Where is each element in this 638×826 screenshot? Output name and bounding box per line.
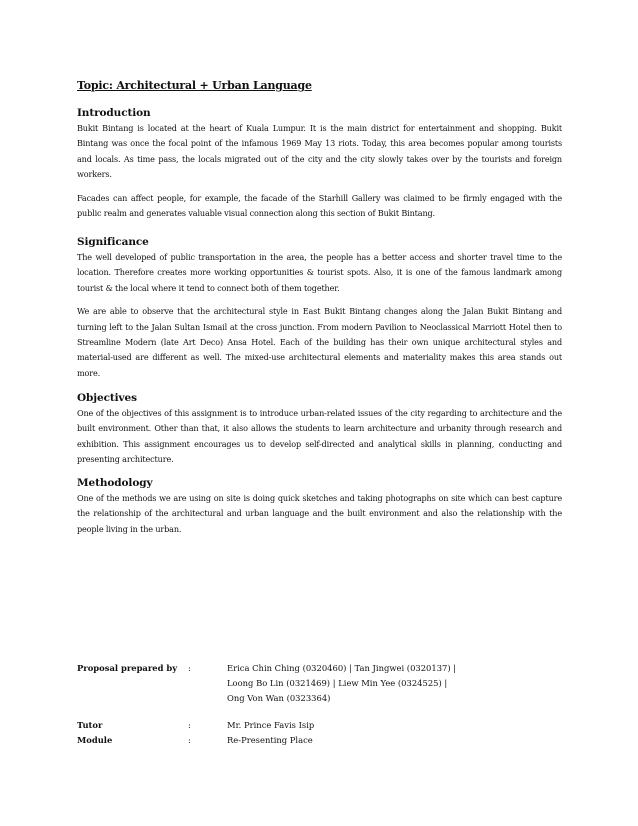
- proposal-colon: :: [188, 663, 191, 673]
- methodology-heading: Methodology: [77, 477, 153, 489]
- methodology-section: [77, 476, 562, 537]
- significance-section: [77, 235, 562, 381]
- module-colon: :: [188, 735, 191, 746]
- tutor-value: Mr. Prince Favis Isip: [227, 720, 315, 730]
- proposal-authors-line-3: Ong Von Wan (0323364): [227, 693, 331, 704]
- significance-paragraph-2: We are able to observe that the architectural style in East Bukit Bintang changes along the Jalan Bukit Bintang and turning left to the Jalan Sultan Ismail at the cross junction. From modern Pavilion to Neoclassical Marriott Hotel then to Streamline Modern (late Art Deco) Ansa Hotel. Each of the building has their own unique architectural styles and material-used are different as well. The mixed-use architectural elements and materiality makes this area stands out more.: [77, 306, 562, 378]
- tutor-colon: :: [188, 720, 191, 730]
- introduction-heading: Introduction: [77, 107, 151, 119]
- significance-heading: Significance: [77, 236, 149, 248]
- introduction-section: [77, 106, 562, 221]
- tutor-label: Tutor: [77, 720, 103, 730]
- introduction-paragraph-2: Facades can affect people, for example, the facade of the Starhill Gallery was claimed to be firmly engaged with the public realm and generates valuable visual connection along this section of Bukit Bintang.: [77, 192, 562, 219]
- module-label: Module: [77, 735, 113, 746]
- methodology-paragraph: One of the methods we are using on site is doing quick sketches and taking photographs on site which can best capture the relationship of the architectural and urban language and the built environment and also the relationship with the people living in the urban.: [77, 493, 562, 534]
- significance-paragraph-1: The well developed of public transportation in the area, the people has a better access and shorter travel time to the location. Therefore creates more working opportunities & tourist spots. Also, it is one of the famous landmark among tourist & the local where it tend to connect both of them together.: [77, 252, 562, 293]
- objectives-heading: Objectives: [77, 392, 137, 404]
- module-value: Re-Presenting Place: [227, 735, 313, 746]
- proposal-label: Proposal prepared by: [77, 663, 178, 673]
- proposal-authors-line-2: Loong Bo Lin (0321469) | Liew Min Yee (0324525) |: [227, 678, 448, 689]
- introduction-paragraph-1: Bukit Bintang is located at the heart of Kuala Lumpur. It is the main district for entertainment and shopping. Bukit Bintang was once the focal point of the infamous 1969 May 13 riots. Today, this area becomes popular among tourists and locals. As time pass, the locals migrated out of the city and the city slowly takes over by the tourists and foreign workers.: [77, 123, 562, 180]
- objectives-section: [77, 391, 562, 468]
- objectives-paragraph: One of the objectives of this assignment is to introduce urban-related issues of the city regarding to architecture and the built environment. Other than that, it also allows the students to learn architecture and urbanity through research and exhibition. This assignment encourages us to develop self-directed and analytical skills in planning, conducting and presenting architecture.: [77, 408, 562, 465]
- proposal-authors-line-1: Erica Chin Ching (0320460) | Tan Jingwei (0320137) |: [227, 663, 457, 673]
- document-topic: Topic: Architectural + Urban Language: [77, 79, 312, 92]
